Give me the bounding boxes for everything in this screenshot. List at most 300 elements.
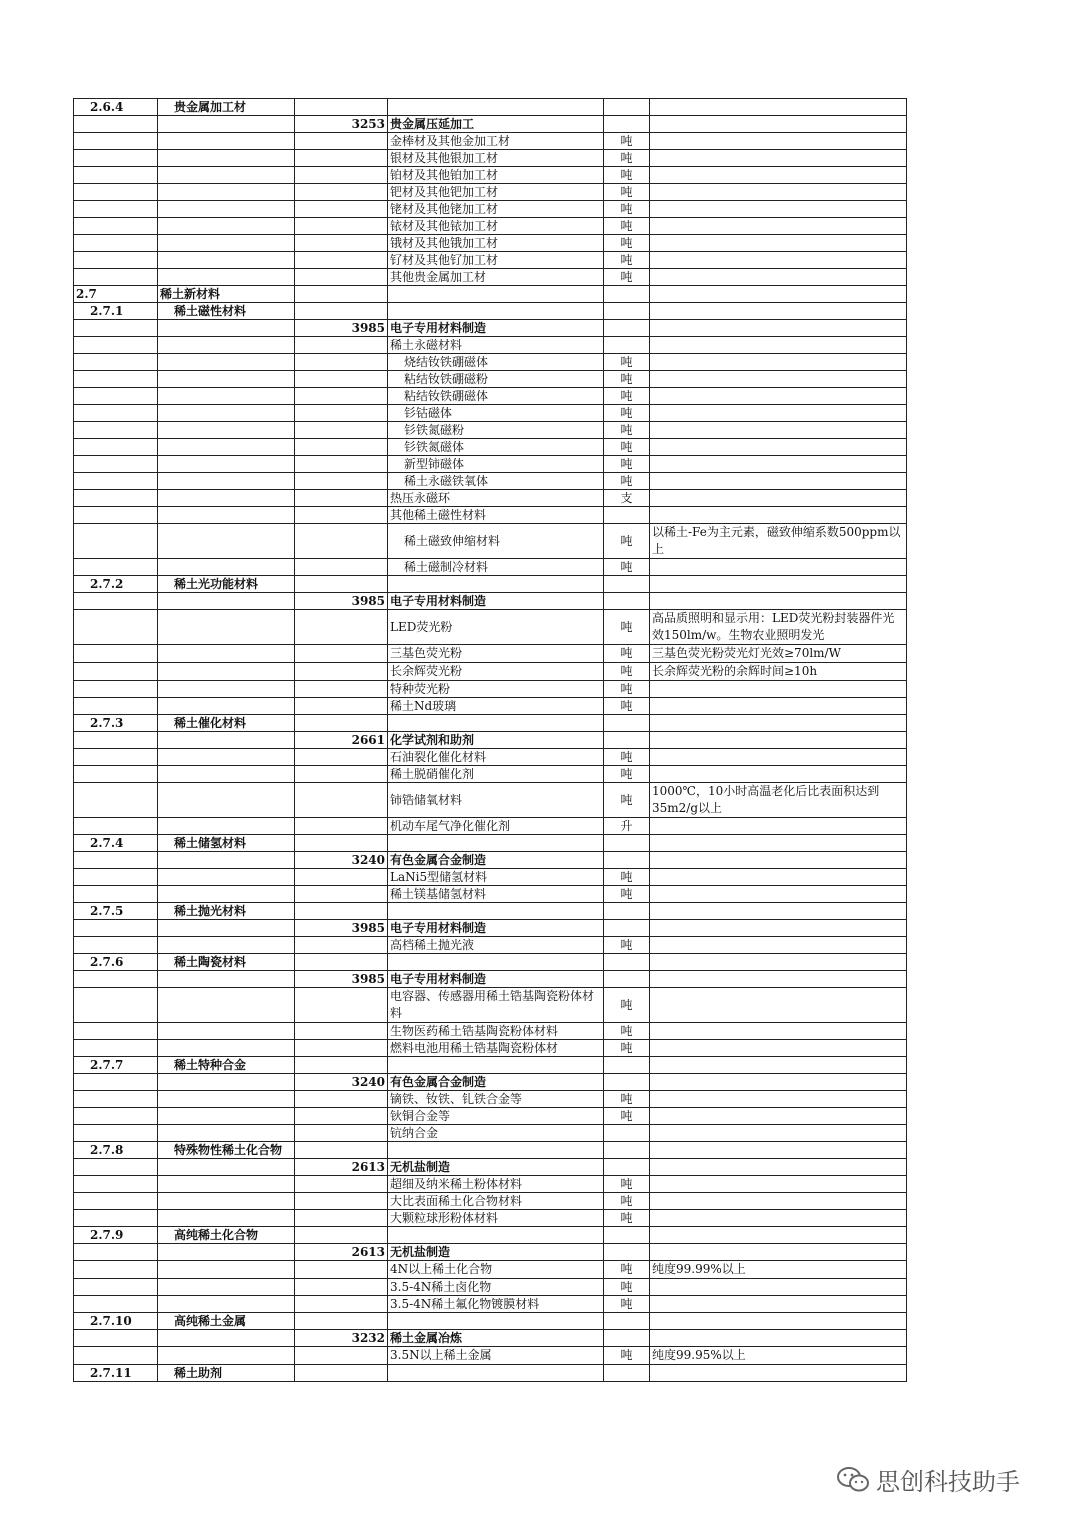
table-cell-c1 [74, 422, 158, 439]
table-cell-c5: 吨 [604, 783, 650, 818]
table-cell-c1 [74, 388, 158, 405]
table-cell-c2 [158, 937, 295, 954]
table-cell-c1 [74, 1040, 158, 1057]
table-cell-c1 [74, 1159, 158, 1176]
table-cell-c4 [388, 835, 604, 852]
table-cell-c1 [74, 988, 158, 1023]
table-cell-c1 [74, 1074, 158, 1091]
table-cell-c3 [295, 1057, 388, 1074]
table-cell-c4 [388, 286, 604, 303]
table-row [74, 1125, 907, 1142]
table-cell-c6 [650, 1176, 907, 1193]
table-cell-c2 [158, 354, 295, 371]
table-cell-c5: 吨 [604, 1193, 650, 1210]
table-cell-c5: 吨 [604, 869, 650, 886]
table-cell-c4 [388, 1365, 604, 1382]
table-cell-c4: 热压永磁环 [388, 490, 604, 507]
table-cell-c3: 3985 [295, 920, 388, 937]
table-cell-c4: 机动车尾气净化催化剂 [388, 818, 604, 835]
table-cell-c1 [74, 971, 158, 988]
table-cell-c4: 无机盐制造 [388, 1244, 604, 1261]
wechat-icon [836, 1466, 870, 1494]
table-cell-c1 [74, 1244, 158, 1261]
table-cell-c5: 吨 [604, 218, 650, 235]
table-cell-c5: 吨 [604, 886, 650, 903]
table-cell-c2 [158, 1091, 295, 1108]
table-cell-c4: 化学试剂和助剂 [388, 732, 604, 749]
table-cell-c6 [650, 507, 907, 524]
table-cell-c3: 3985 [295, 593, 388, 610]
table-cell-c6 [650, 1023, 907, 1040]
table-row [74, 184, 907, 201]
table-cell-c4: 钯材及其他钯加工材 [388, 184, 604, 201]
table-cell-c2 [158, 1040, 295, 1057]
table-cell-c3: 3253 [295, 116, 388, 133]
table-row [74, 1244, 907, 1261]
table-cell-c6: 纯度99.99%以上 [650, 1261, 907, 1279]
table-cell-c4: 金棒材及其他金加工材 [388, 133, 604, 150]
table-cell-c1 [74, 116, 158, 133]
table-cell-c6 [650, 150, 907, 167]
table-row [74, 1279, 907, 1296]
table-cell-c2 [158, 1296, 295, 1313]
table-cell-c3 [295, 903, 388, 920]
table-cell-c4: 钬铜合金等 [388, 1108, 604, 1125]
table-cell-c2 [158, 150, 295, 167]
table-cell-c1 [74, 783, 158, 818]
table-cell-c2 [158, 766, 295, 783]
table-row [74, 1296, 907, 1313]
table-cell-c2: 稀土催化材料 [158, 715, 295, 732]
table-row [74, 337, 907, 354]
table-cell-c5 [604, 920, 650, 937]
table-cell-c5: 吨 [604, 1210, 650, 1227]
table-cell-c2 [158, 1193, 295, 1210]
table-cell-c1 [74, 439, 158, 456]
table-cell-c2: 稀土新材料 [158, 286, 295, 303]
table-cell-c1 [74, 201, 158, 218]
table-row [74, 852, 907, 869]
table-cell-c3: 3985 [295, 320, 388, 337]
table-row [74, 698, 907, 715]
table-cell-c4 [388, 1057, 604, 1074]
table-cell-c3 [295, 201, 388, 218]
table-cell-c5: 吨 [604, 150, 650, 167]
table-cell-c5: 吨 [604, 456, 650, 473]
table-cell-c3 [295, 1142, 388, 1159]
table-row [74, 303, 907, 320]
table-cell-c4: 3.5-4N稀土氟化物镀膜材料 [388, 1296, 604, 1313]
table-cell-c4 [388, 715, 604, 732]
table-cell-c3 [295, 1040, 388, 1057]
table-cell-c1: 2.7.6 [74, 954, 158, 971]
table-cell-c4 [388, 903, 604, 920]
table-cell-c1 [74, 133, 158, 150]
table-cell-c2 [158, 732, 295, 749]
table-row [74, 1210, 907, 1227]
table-cell-c2 [158, 610, 295, 645]
table-cell-c6 [650, 559, 907, 576]
table-cell-c2 [158, 269, 295, 286]
table-cell-c6 [650, 1296, 907, 1313]
table-cell-c2 [158, 1159, 295, 1176]
table-cell-c3 [295, 1125, 388, 1142]
table-cell-c4: 4N以上稀土化合物 [388, 1261, 604, 1279]
table-cell-c4: 稀土金属冶炼 [388, 1330, 604, 1347]
table-cell-c4: 新型铈磁体 [388, 456, 604, 473]
table-row [74, 524, 907, 559]
table-row [74, 766, 907, 783]
table-cell-c2 [158, 1279, 295, 1296]
table-row [74, 818, 907, 835]
table-cell-c2 [158, 698, 295, 715]
table-cell-c6 [650, 1313, 907, 1330]
table-cell-c5: 吨 [604, 201, 650, 218]
table-row [74, 1330, 907, 1347]
table-cell-c4 [388, 1142, 604, 1159]
table-cell-c2: 稀土光功能材料 [158, 576, 295, 593]
catalog-table-body [74, 99, 907, 1382]
table-cell-c1 [74, 1176, 158, 1193]
table-cell-c3 [295, 835, 388, 852]
table-cell-c1 [74, 869, 158, 886]
table-cell-c1 [74, 559, 158, 576]
table-row [74, 1347, 907, 1365]
table-cell-c5: 吨 [604, 354, 650, 371]
watermark [836, 1462, 1020, 1497]
table-cell-c2: 稀土储氢材料 [158, 835, 295, 852]
table-cell-c5: 吨 [604, 1296, 650, 1313]
table-cell-c5 [604, 1074, 650, 1091]
table-cell-c5: 吨 [604, 439, 650, 456]
table-cell-c3 [295, 954, 388, 971]
table-cell-c2 [158, 1125, 295, 1142]
table-cell-c6 [650, 1142, 907, 1159]
table-cell-c1: 2.7.8 [74, 1142, 158, 1159]
table-cell-c1 [74, 1279, 158, 1296]
table-cell-c6 [650, 1040, 907, 1057]
table-cell-c3 [295, 698, 388, 715]
table-cell-c5 [604, 1159, 650, 1176]
table-cell-c5: 吨 [604, 184, 650, 201]
table-row [74, 732, 907, 749]
table-cell-c6 [650, 1057, 907, 1074]
table-cell-c2 [158, 167, 295, 184]
table-cell-c4 [388, 954, 604, 971]
table-cell-c5: 吨 [604, 749, 650, 766]
table-cell-c2 [158, 886, 295, 903]
table-cell-c4: 长余辉荧光粉 [388, 663, 604, 681]
table-cell-c3 [295, 167, 388, 184]
table-cell-c1 [74, 1091, 158, 1108]
table-cell-c4: 铱材及其他铱加工材 [388, 218, 604, 235]
table-cell-c5: 吨 [604, 1023, 650, 1040]
table-cell-c4: 稀土永磁材料 [388, 337, 604, 354]
table-cell-c2 [158, 559, 295, 576]
table-cell-c4: 粘结钕铁硼磁体 [388, 388, 604, 405]
table-cell-c6 [650, 252, 907, 269]
table-cell-c6 [650, 698, 907, 715]
table-cell-c5 [604, 903, 650, 920]
table-cell-c5 [604, 971, 650, 988]
table-cell-c3 [295, 354, 388, 371]
table-cell-c1 [74, 1210, 158, 1227]
table-cell-c1: 2.7.10 [74, 1313, 158, 1330]
table-row [74, 422, 907, 439]
table-cell-c1 [74, 184, 158, 201]
table-cell-c5: 吨 [604, 681, 650, 698]
table-cell-c6 [650, 371, 907, 388]
table-cell-c4: 稀土永磁铁氧体 [388, 473, 604, 490]
table-cell-c3 [295, 405, 388, 422]
table-cell-c6 [650, 869, 907, 886]
table-cell-c4: 铂材及其他铂加工材 [388, 167, 604, 184]
table-cell-c3 [295, 663, 388, 681]
table-cell-c3 [295, 1296, 388, 1313]
table-cell-c4: 超细及纳米稀土粉体材料 [388, 1176, 604, 1193]
table-cell-c1 [74, 167, 158, 184]
table-cell-c3: 2661 [295, 732, 388, 749]
table-cell-c4 [388, 1227, 604, 1244]
table-cell-c5 [604, 576, 650, 593]
table-cell-c2 [158, 663, 295, 681]
table-cell-c1 [74, 490, 158, 507]
table-cell-c3 [295, 559, 388, 576]
table-row [74, 576, 907, 593]
table-cell-c5: 吨 [604, 645, 650, 663]
table-cell-c6: 以稀土-Fe为主元素，磁致伸缩系数500ppm以上 [650, 524, 907, 559]
table-cell-c3 [295, 886, 388, 903]
table-cell-c4: LED荧光粉 [388, 610, 604, 645]
table-cell-c3 [295, 1365, 388, 1382]
table-cell-c2: 稀土特种合金 [158, 1057, 295, 1074]
table-cell-c5: 吨 [604, 133, 650, 150]
table-row [74, 1227, 907, 1244]
table-cell-c6 [650, 235, 907, 252]
table-row [74, 286, 907, 303]
table-cell-c3 [295, 1227, 388, 1244]
table-cell-c1 [74, 1347, 158, 1365]
table-cell-c4: 烧结钕铁硼磁体 [388, 354, 604, 371]
table-row [74, 150, 907, 167]
table-cell-c6 [650, 749, 907, 766]
table-cell-c6 [650, 1365, 907, 1382]
table-cell-c2 [158, 456, 295, 473]
table-cell-c5: 吨 [604, 766, 650, 783]
table-row [74, 1159, 907, 1176]
table-cell-c6 [650, 1279, 907, 1296]
table-cell-c5 [604, 303, 650, 320]
table-cell-c4: 钐铁氮磁粉 [388, 422, 604, 439]
table-cell-c2: 高纯稀土化合物 [158, 1227, 295, 1244]
table-cell-c1: 2.7.2 [74, 576, 158, 593]
table-cell-c4 [388, 1313, 604, 1330]
table-cell-c1 [74, 732, 158, 749]
table-cell-c3 [295, 715, 388, 732]
table-cell-c4: 有色金属合金制造 [388, 852, 604, 869]
table-cell-c6 [650, 886, 907, 903]
table-cell-c3 [295, 150, 388, 167]
table-cell-c4 [388, 99, 604, 116]
table-cell-c5: 吨 [604, 1261, 650, 1279]
table-cell-c5: 吨 [604, 269, 650, 286]
table-cell-c5 [604, 1365, 650, 1382]
table-cell-c4: 稀土Nd玻璃 [388, 698, 604, 715]
table-cell-c3 [295, 235, 388, 252]
table-cell-c3 [295, 388, 388, 405]
table-cell-c3 [295, 1279, 388, 1296]
table-cell-c4: 贵金属压延加工 [388, 116, 604, 133]
table-cell-c1 [74, 1023, 158, 1040]
table-cell-c4: 3.5-4N稀土卤化物 [388, 1279, 604, 1296]
table-cell-c5: 吨 [604, 422, 650, 439]
table-cell-c4: LaNi5型储氢材料 [388, 869, 604, 886]
table-cell-c5 [604, 954, 650, 971]
table-row [74, 116, 907, 133]
table-cell-c2 [158, 473, 295, 490]
table-cell-c2 [158, 749, 295, 766]
table-cell-c6 [650, 405, 907, 422]
table-cell-c4: 三基色荧光粉 [388, 645, 604, 663]
table-cell-c3 [295, 766, 388, 783]
table-row [74, 507, 907, 524]
table-cell-c3 [295, 937, 388, 954]
table-cell-c3 [295, 1176, 388, 1193]
table-cell-c1 [74, 698, 158, 715]
table-row [74, 869, 907, 886]
table-cell-c5 [604, 1227, 650, 1244]
table-cell-c4: 高档稀土抛光液 [388, 937, 604, 954]
table-cell-c6 [650, 1108, 907, 1125]
table-cell-c3 [295, 252, 388, 269]
table-cell-c3 [295, 439, 388, 456]
table-row [74, 1091, 907, 1108]
table-row [74, 920, 907, 937]
table-cell-c6 [650, 1227, 907, 1244]
table-row [74, 371, 907, 388]
table-cell-c4: 特种荧光粉 [388, 681, 604, 698]
table-cell-c1 [74, 473, 158, 490]
table-cell-c4: 电子专用材料制造 [388, 971, 604, 988]
table-cell-c4: 钌材及其他钌加工材 [388, 252, 604, 269]
table-cell-c2 [158, 252, 295, 269]
table-cell-c3: 2613 [295, 1244, 388, 1261]
table-cell-c4: 电子专用材料制造 [388, 593, 604, 610]
table-cell-c4: 稀土镁基储氢材料 [388, 886, 604, 903]
table-cell-c2 [158, 218, 295, 235]
table-cell-c6 [650, 1074, 907, 1091]
table-cell-c3: 2613 [295, 1159, 388, 1176]
table-cell-c1 [74, 593, 158, 610]
table-row [74, 1074, 907, 1091]
catalog-table [73, 98, 907, 1382]
table-cell-c1 [74, 218, 158, 235]
table-cell-c5: 吨 [604, 388, 650, 405]
table-cell-c3 [295, 490, 388, 507]
table-row [74, 490, 907, 507]
table-cell-c2 [158, 524, 295, 559]
table-cell-c6 [650, 1125, 907, 1142]
table-cell-c1 [74, 937, 158, 954]
table-cell-c3 [295, 1193, 388, 1210]
table-cell-c1 [74, 1330, 158, 1347]
table-cell-c4: 铑材及其他铑加工材 [388, 201, 604, 218]
table-cell-c1 [74, 252, 158, 269]
table-cell-c5 [604, 852, 650, 869]
table-row [74, 201, 907, 218]
table-cell-c1: 2.7.7 [74, 1057, 158, 1074]
table-cell-c2 [158, 388, 295, 405]
table-cell-c3 [295, 218, 388, 235]
table-cell-c6 [650, 971, 907, 988]
table-cell-c6 [650, 835, 907, 852]
table-row [74, 971, 907, 988]
table-cell-c2 [158, 507, 295, 524]
table-cell-c2 [158, 1176, 295, 1193]
table-cell-c6 [650, 681, 907, 698]
table-cell-c6 [650, 303, 907, 320]
table-cell-c3 [295, 456, 388, 473]
table-cell-c4: 大颗粒球形粉体材料 [388, 1210, 604, 1227]
table-cell-c3 [295, 337, 388, 354]
table-cell-c5 [604, 835, 650, 852]
table-cell-c3 [295, 818, 388, 835]
table-cell-c4: 钪纳合金 [388, 1125, 604, 1142]
table-cell-c6: 长余辉荧光粉的余辉时间≥10h [650, 663, 907, 681]
table-cell-c6 [650, 576, 907, 593]
table-cell-c6 [650, 269, 907, 286]
table-cell-c2 [158, 1347, 295, 1365]
table-cell-c5: 吨 [604, 988, 650, 1023]
table-cell-c5: 吨 [604, 235, 650, 252]
table-cell-c6 [650, 184, 907, 201]
table-cell-c2 [158, 320, 295, 337]
table-cell-c5: 吨 [604, 559, 650, 576]
table-cell-c3 [295, 869, 388, 886]
table-cell-c2: 稀土陶瓷材料 [158, 954, 295, 971]
table-cell-c2 [158, 1210, 295, 1227]
table-cell-c3 [295, 1261, 388, 1279]
table-cell-c2 [158, 1244, 295, 1261]
table-row [74, 937, 907, 954]
table-row [74, 559, 907, 576]
table-cell-c2 [158, 133, 295, 150]
table-cell-c1 [74, 886, 158, 903]
table-cell-c2 [158, 422, 295, 439]
table-cell-c4: 稀土磁制冷材料 [388, 559, 604, 576]
table-cell-c2 [158, 681, 295, 698]
table-cell-c1 [74, 852, 158, 869]
table-cell-c1: 2.7.9 [74, 1227, 158, 1244]
table-cell-c6 [650, 490, 907, 507]
table-row [74, 749, 907, 766]
table-cell-c3 [295, 749, 388, 766]
table-cell-c1 [74, 337, 158, 354]
table-cell-c1 [74, 766, 158, 783]
table-row [74, 1023, 907, 1040]
table-row [74, 954, 907, 971]
table-cell-c1 [74, 681, 158, 698]
table-row [74, 1142, 907, 1159]
table-cell-c5: 吨 [604, 1279, 650, 1296]
table-cell-c1 [74, 456, 158, 473]
table-cell-c2 [158, 490, 295, 507]
table-row [74, 218, 907, 235]
table-cell-c2 [158, 1108, 295, 1125]
table-cell-c6 [650, 766, 907, 783]
table-cell-c4: 石油裂化催化材料 [388, 749, 604, 766]
table-cell-c1: 2.6.4 [74, 99, 158, 116]
